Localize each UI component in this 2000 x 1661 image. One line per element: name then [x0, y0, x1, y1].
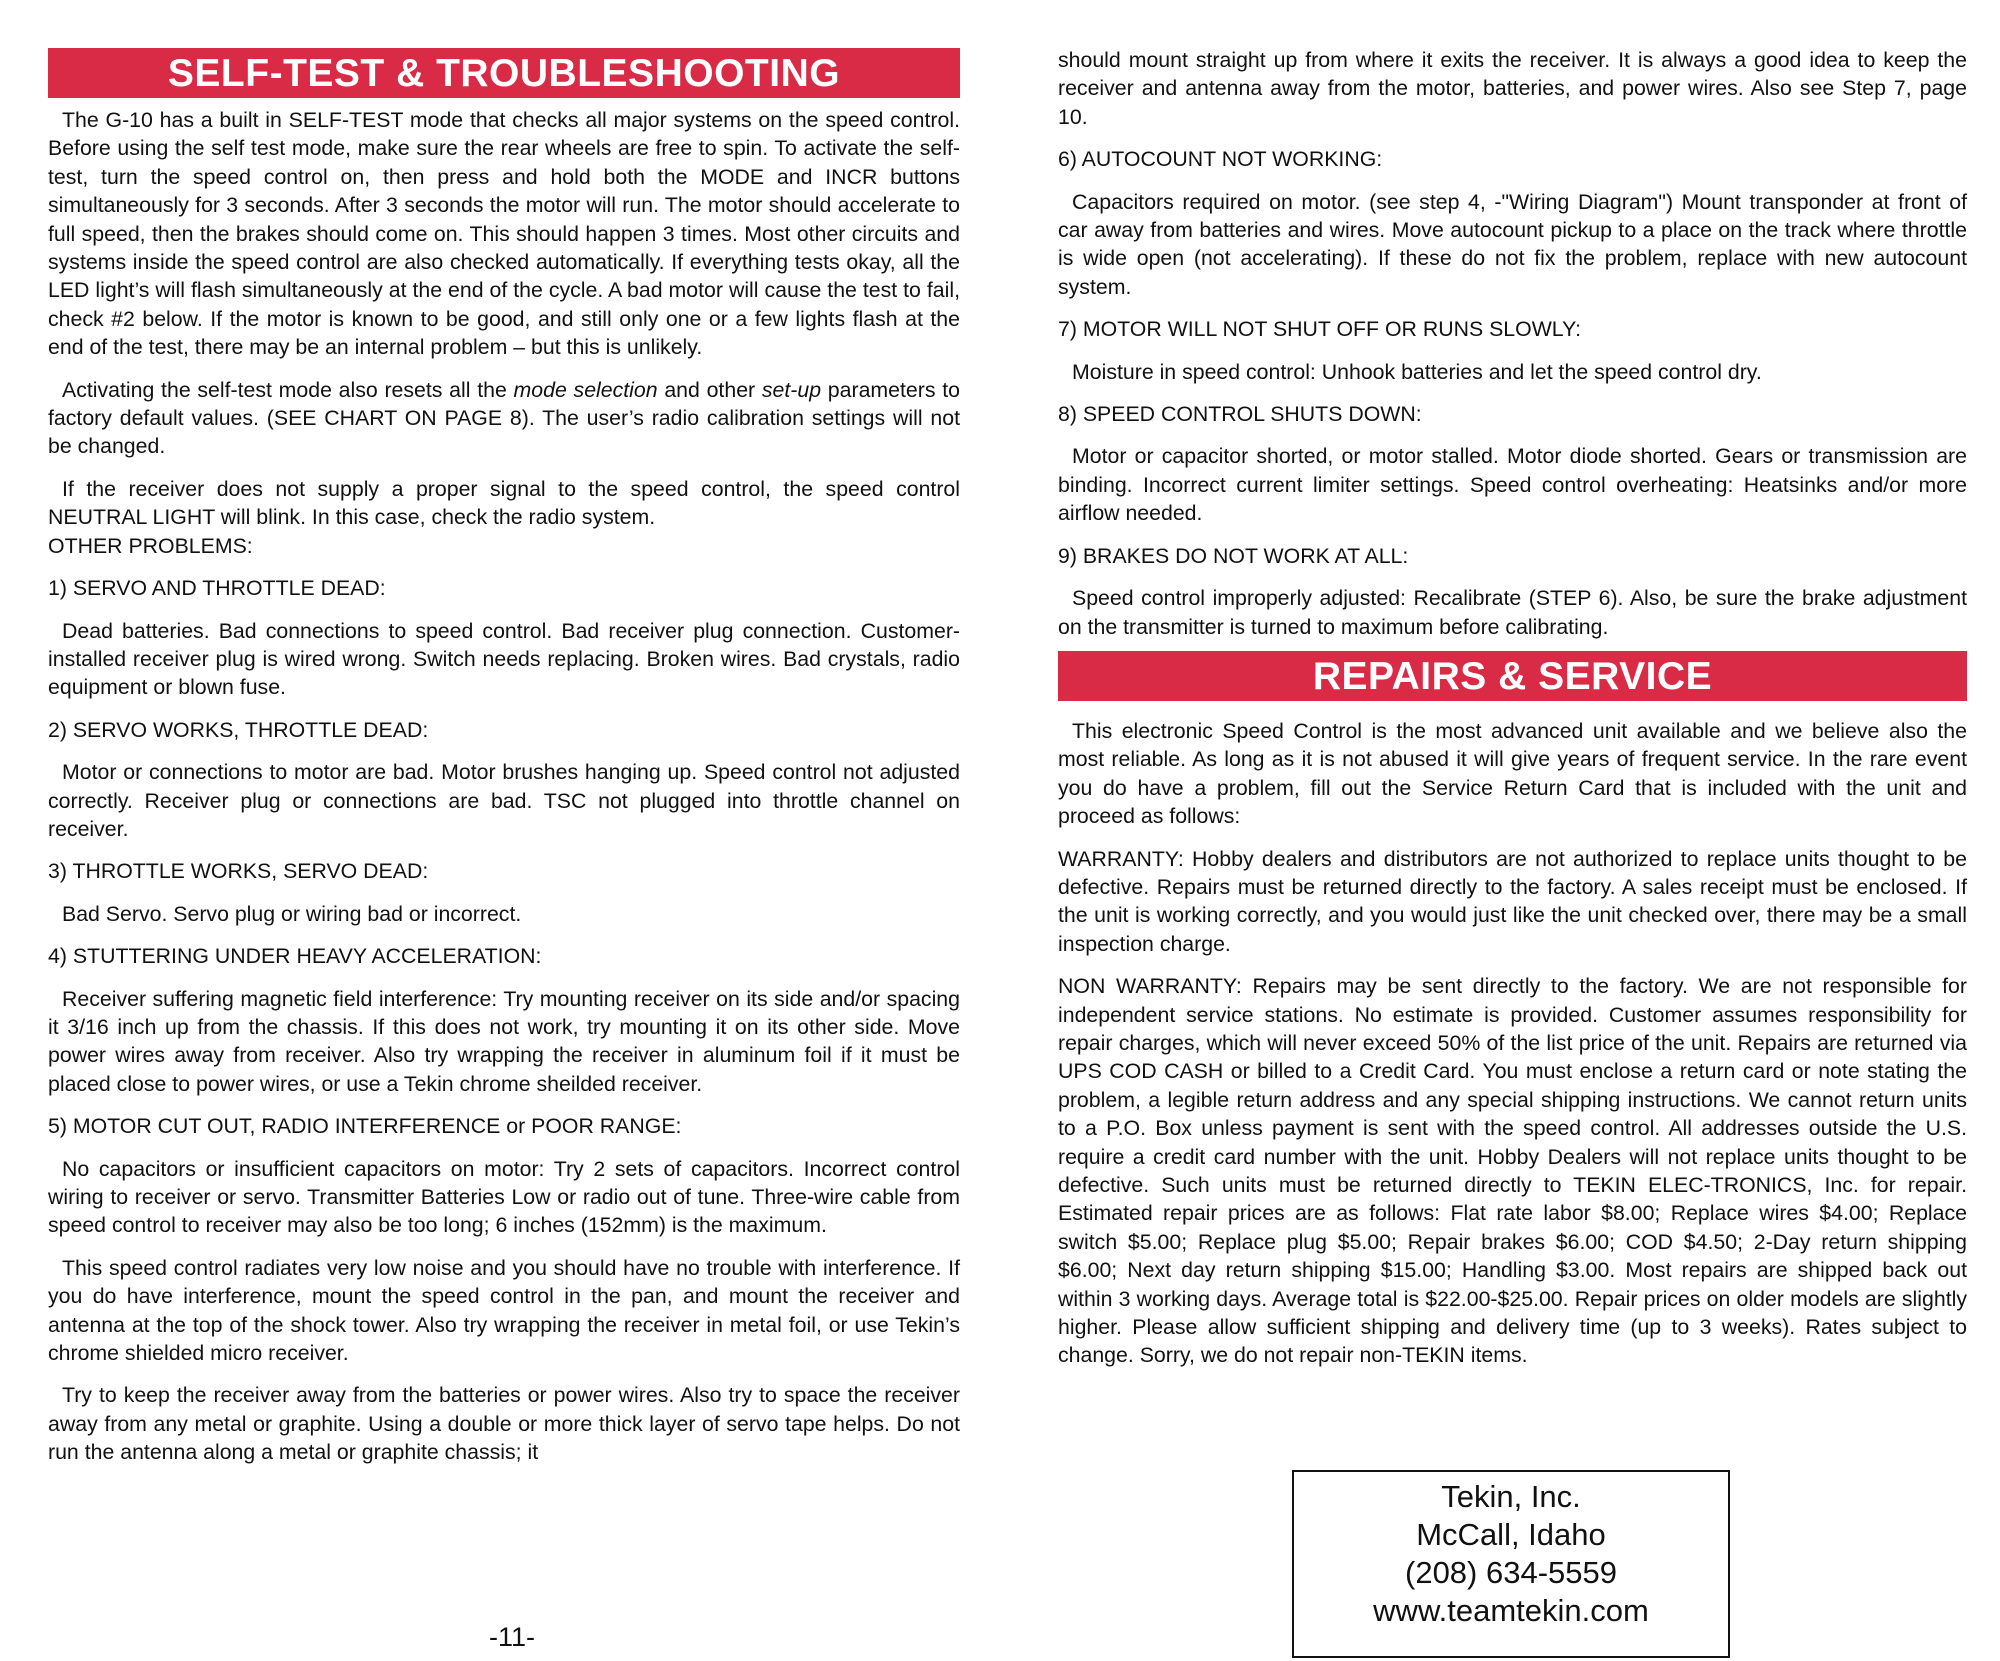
company-website: www.teamtekin.com	[1373, 1593, 1649, 1628]
continued-paragraph: should mount straight up from where it exits the receiver. It is always a good idea to keep the receiver and antenna away from the motor, batteries, and power wires. Also see Step 7, page 10.	[1058, 48, 1967, 129]
problem-6-heading: 6) AUTOCOUNT NOT WORKING:	[1058, 147, 1383, 172]
problem-2-body: Motor or connections to motor are bad. Motor brushes hanging up. Speed control not adjusted correctly. Receiver plug or connections are bad. TSC not plugged into throttle channel on receiver.	[48, 760, 960, 841]
self-test-paragraph-3: If the receiver does not supply a proper signal to the speed control, the speed control NEUTRAL LIGHT will blink. In this case, check the radio system.	[48, 476, 960, 530]
problem-8-body: Motor or capacitor shorted, or motor stalled. Motor diode shorted. Gears or transmission are binding. Incorrect current limiter settings. Speed control overheating: Heatsinks and/or more airflow needed.	[1058, 444, 1967, 526]
company-name: Tekin, Inc.	[1441, 1479, 1581, 1514]
problem-9-body: Speed control improperly adjusted: Recalibrate (STEP 6). Also, be sure the brake adjustment on the transmitter is turned to maximum before calibrating.	[1058, 586, 1967, 639]
problem-9-heading: 9) BRAKES DO NOT WORK AT ALL:	[1058, 543, 1409, 568]
left-body	[48, 106, 960, 1481]
problem-1-body: Dead batteries. Bad connections to speed control. Bad receiver plug connection. Customer-installed receiver plug is wired wrong. Switch needs replacing. Broken wires. Bad crystals, radio equipment or blown fuse.	[48, 618, 960, 700]
setup-emphasis: set-up	[761, 377, 822, 402]
non-warranty-paragraph: NON WARRANTY: Repairs may be sent directly to the factory. We are not responsible for independent service stations. No estimate is provided. Customer assumes responsibility for repair charges, which will never exceed 50% of the list price of the unit. Repairs are returned via UPS COD CASH or billed to a Credit Card. You must enclose a return card or note stating the problem, a legible return address and any special shipping instructions. We cannot return units to a P.O. Box unless payment is sent with the speed control. All addresses outside the U.S. require a credit card number with the unit. Hobby Dealers will not replace units thought to be defective. Such units must be returned directly to TEKIN ELEC-TRONICS, Inc. for repair. Estimated repair prices are as follows: Flat rate labor $8.00; Replace wires $4.00; Replace switch $5.00; Replace plug $5.00; Repair brakes $6.00; COD $4.50; 2-Day return shipping $6.00; Next day return shipping $15.00; Handling $3.00. Most repairs are shipped back out within 3 working days. Average total is $22.00-$25.00. Repair prices on older models are slightly higher. Please allow sufficient shipping and delivery time (up to 3 weeks). Rates subject to change. Sorry, we do not repair non-TEKIN items.	[1058, 974, 1967, 1368]
page-number: -11-	[488, 1622, 535, 1652]
self-test-paragraph-1: The G-10 has a built in SELF-TEST mode that checks all major systems on the speed control. Before using the self test mode, make sure the rear wheels are free to spin. To activate the self-test, turn the speed control on, then press and hold both the MODE and INCR buttons simultaneously for 3 seconds. After 3 seconds the motor will run. The motor should accelerate to full speed, then the brakes should come on. This should happen 3 times. Most other circuits and systems inside the speed control are also checked automatically. If everything tests okay, all the LED light’s will flash simultaneously at the end of the cycle. A bad motor will cause the test to fail, check #2 below. If the motor is known to be good, and still only one or a few lights flash at the end of the test, there may be an internal problem – but this is unlikely.	[48, 108, 960, 360]
problem-7-body: Moisture in speed control: Unhook batteries and let the speed control dry.	[1072, 359, 1762, 384]
problem-6-body: Capacitors required on motor. (see step 4, -"Wiring Diagram") Mount transponder at front of car away from batteries and wires. Move autocount pickup to a place on the track where throttle is wide open (not accelerating). If these do not fix the problem, replace with new autocount system.	[1058, 189, 1967, 299]
problem-3-heading: 3) THROTTLE WORKS, SERVO DEAD:	[48, 859, 429, 884]
contact-address-box	[1292, 1470, 1730, 1658]
problem-5-body-2: This speed control radiates very low noise and you should have no trouble with interference. If you do have interference, mount the speed control in the pan, and mount the receiver and antenna at the top of the shock tower. Also try wrapping the receiver in metal foil, or use Tekin’s chrome shielded micro receiver.	[48, 1255, 960, 1366]
self-test-paragraph-2: Activating the self-test mode also resets all the mode selection and other set-up parameters to factory default values. (SEE CHART ON PAGE 8). The user’s radio calibration settings will not be changed.	[48, 377, 960, 459]
problem-3-body: Bad Servo. Servo plug or wiring bad or incorrect.	[62, 901, 522, 926]
mode-selection-emphasis: mode selection	[513, 377, 658, 402]
problem-8-heading: 8) SPEED CONTROL SHUTS DOWN:	[1058, 402, 1422, 427]
right-body	[1058, 46, 1967, 1384]
problem-7-heading: 7) MOTOR WILL NOT SHUT OFF OR RUNS SLOWLY:	[1058, 317, 1582, 342]
problem-4-heading: 4) STUTTERING UNDER HEAVY ACCELERATION:	[48, 944, 542, 969]
problem-5-body-3: Try to keep the receiver away from the batteries or power wires. Also try to space the receiver away from any metal or graphite. Using a double or more thick layer of servo tape helps. Do not run the antenna along a metal or graphite chassis; it	[48, 1383, 960, 1465]
problem-1-heading: 1) SERVO AND THROTTLE DEAD:	[48, 576, 386, 601]
problem-4-body: Receiver suffering magnetic field interference: Try mounting receiver on its side and/or spacing it 3/16 inch up from the chassis. If this does not work, try mounting it on its other side. Move power wires away from receiver. Also try wrapping the receiver in aluminum foil if it must be placed close to power wires, or use a Tekin chrome sheilded receiver.	[48, 986, 960, 1096]
company-phone: (208) 634-5559	[1405, 1555, 1617, 1590]
problem-2-heading: 2) SERVO WORKS, THROTTLE DEAD:	[48, 717, 429, 742]
warranty-paragraph: WARRANTY: Hobby dealers and distributors are not authorized to replace units thought to be defective. Repairs must be returned directly to the factory. A sales receipt must be enclosed. If the unit is working correctly, and you would just like the unit checked over, there may be a small inspection charge.	[1058, 846, 1967, 956]
repairs-intro: This electronic Speed Control is the most advanced unit available and we believe also the most reliable. As long as it is not abused it will give years of frequent service. In the rare event you do have a problem, fill out the Service Return Card that is included with the unit and proceed as follows:	[1058, 718, 1967, 829]
company-city: McCall, Idaho	[1416, 1517, 1606, 1552]
section-title-repairs: REPAIRS & SERVICE	[1058, 651, 1967, 701]
problem-5-heading: 5) MOTOR CUT OUT, RADIO INTERFERENCE or POOR RANGE:	[48, 1114, 682, 1139]
other-problems-heading: OTHER PROBLEMS:	[48, 533, 253, 558]
section-title-self-test: SELF-TEST & TROUBLESHOOTING	[48, 48, 960, 98]
problem-5-body-1: No capacitors or insufficient capacitors on motor: Try 2 sets of capacitors. Incorrect control wiring to receiver or servo. Transmitter Batteries Low or radio out of tune. Three-wire cable from speed control to receiver may also be too long; 6 inches (152mm) is the maximum.	[48, 1156, 960, 1238]
